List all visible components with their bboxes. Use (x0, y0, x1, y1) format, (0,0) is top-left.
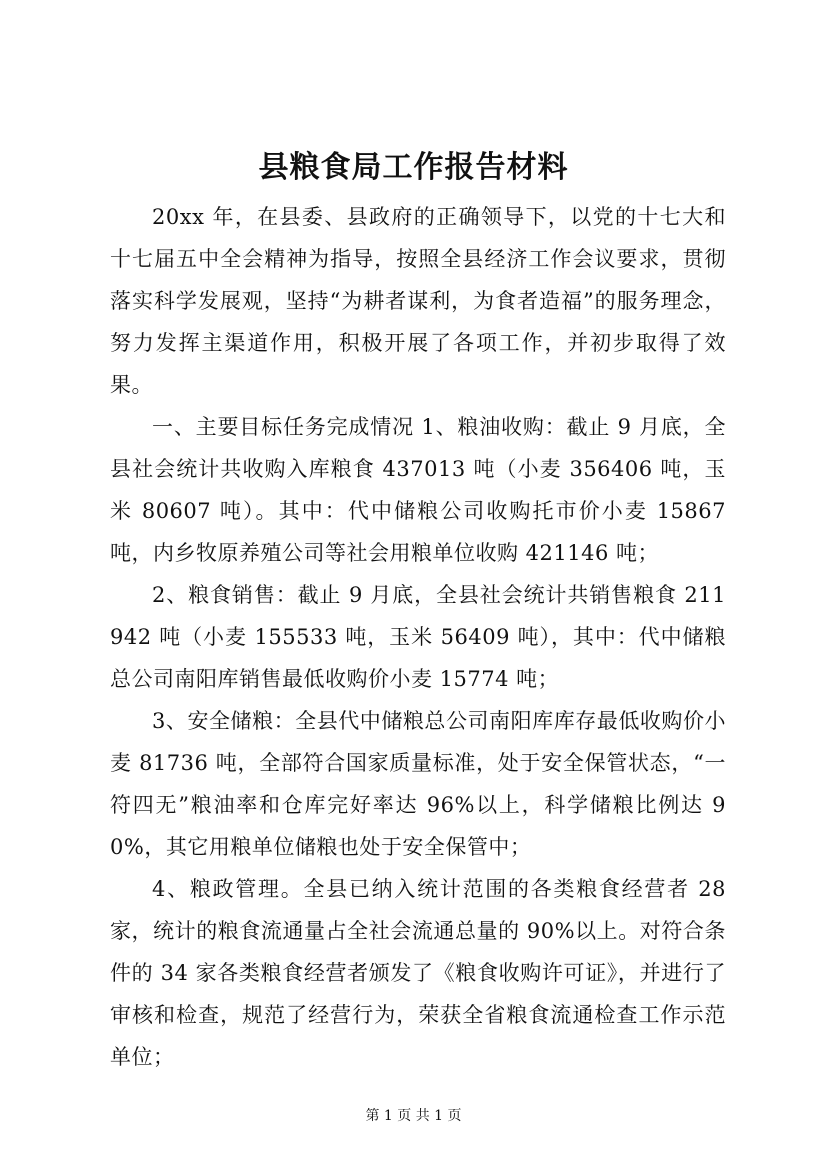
paragraph-grain-purchase: 一、主要目标任务完成情况 1、粮油收购：截止 9 月底，全县社会统计共收购入库粮食 437013 吨（小麦 356406 吨，玉米 80607 吨）。其中：代中储粮公司收购托市价小麦 15867 吨，内乡牧原养殖公司等社会用粮单位收购 421146 吨； (110, 415, 726, 565)
document-title: 县粮食局工作报告材料 (258, 150, 569, 185)
page-footer: 第 1 页 共 1 页 (365, 1108, 462, 1124)
paragraph-grain-administration: 4、粮政管理。全县已纳入统计范围的各类粮食经营者 28 家，统计的粮食流通量占全社会流通总量的 90%以上。对符合条件的 34 家各类粮食经营者颁发了《粮食收购许可证》，并进行了审核和检查，规范了经营行为，荣获全省粮食流通检查工作示范单位； (110, 877, 726, 1069)
paragraph-grain-sales: 2、粮食销售：截止 9 月底，全县社会统计共销售粮食 211942 吨（小麦 155533 吨，玉米 56409 吨），其中：代中储粮总公司南阳库销售最低收购价小麦 15774 吨； (110, 583, 726, 691)
paragraph-intro: 20xx 年，在县委、县政府的正确领导下，以党的十七大和十七届五中全会精神为指导，按照全县经济工作会议要求，贯彻落实科学发展观，坚持“为耕者谋利，为食者造福”的服务理念，努力发挥主渠道作用，积极开展了各项工作，并初步取得了效果。 (110, 205, 726, 397)
document-body (110, 196, 726, 1078)
paragraph-safe-storage: 3、安全储粮：全县代中储粮总公司南阳库库存最低收购价小麦 81736 吨，全部符合国家质量标准，处于安全保管状态，“一符四无”粮油率和仓库完好率达 96%以上，科学储粮比例达 90%，其它用粮单位储粮也处于安全保管中； (110, 709, 726, 859)
